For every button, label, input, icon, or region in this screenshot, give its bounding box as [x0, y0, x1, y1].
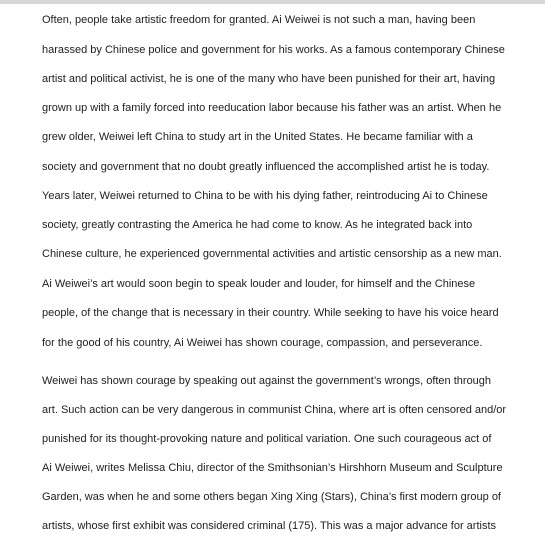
text-line: Ai Weiwei’s art would soon begin to speak louder and louder, for himself and the Chinese — [42, 278, 476, 290]
text-line: artist and political activist, he is one of the many who have been punished for their art, having — [42, 73, 496, 85]
text-line: Years later, Weiwei returned to China to be with his dying father, reintroducing Ai to Chinese — [42, 190, 488, 202]
text-line: Weiwei has shown courage by speaking out against the government’s wrongs, often through — [42, 375, 492, 387]
text-line: grew older, Weiwei left China to study art in the United States. He became familiar with a — [42, 131, 473, 143]
text-line: harassed by Chinese police and government for his works. As a famous contemporary Chinese — [42, 44, 505, 56]
text-line: artists, whose first exhibit was considered criminal (175). This was a major advance for artists — [42, 520, 497, 532]
text-line: for the good of his country, Ai Weiwei has shown courage, compassion, and perseverance. — [42, 337, 483, 349]
text-line: Often, people take artistic freedom for granted. Ai Weiwei is not such a man, having been — [42, 14, 476, 26]
text-line: society, greatly contrasting the America he had come to know. As he integrated back into — [42, 219, 473, 231]
text-line: people, of the change that is necessary in their country. While seeking to have his voice heard — [42, 307, 499, 319]
text-line: punished for its thought-provoking nature and political variation. One such courageous act of — [42, 433, 492, 445]
text-line: Chinese culture, he experienced governmental activities and artistic censorship as a new man. — [42, 248, 502, 260]
text-line: society and government that no doubt greatly influenced the accomplished artist he is today. — [42, 161, 490, 173]
text-line: art. Such action can be very dangerous in communist China, where art is often censored and/or — [42, 404, 507, 416]
text-line: Ai Weiwei, writes Melissa Chiu, director of the Smithsonian’s Hirshhorn Museum and Sculpture — [42, 462, 503, 474]
text-line: Garden, was when he and some others began Xing Xing (Stars), China’s first modern group of — [42, 491, 501, 503]
text-line: grown up with a family forced into reeducation labor because his father was an artist. When he — [42, 102, 502, 114]
